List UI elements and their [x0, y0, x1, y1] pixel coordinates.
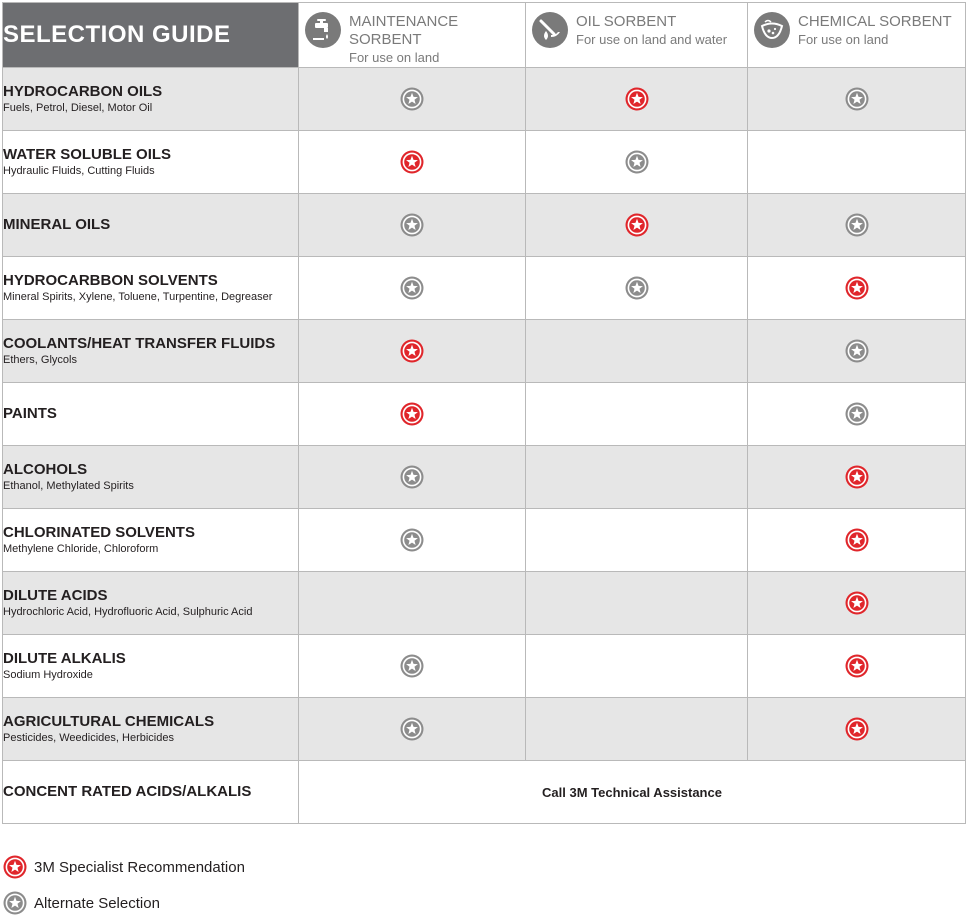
table-row: [3, 257, 966, 320]
oil-drop-icon: [532, 12, 568, 48]
substance-cell: [3, 257, 299, 320]
substance-name: CONCENT RATED ACIDS/ALKALIS: [3, 783, 252, 800]
rating-cell: [299, 320, 526, 383]
substance-cell: [3, 509, 299, 572]
substance-cell: [3, 320, 299, 383]
star-badge-gray-icon: [400, 528, 424, 552]
rating-cell: [526, 446, 748, 509]
table-row: [3, 446, 966, 509]
table-row: [3, 68, 966, 131]
substance-examples: Fuels, Petrol, Diesel, Motor Oil: [3, 101, 153, 114]
rating-cell: [299, 509, 526, 572]
legend-recommended: [3, 855, 245, 879]
rating-cell: [526, 257, 748, 320]
product-oil-sorbent: [526, 3, 748, 68]
product-subtitle: For use on land and water: [576, 32, 728, 47]
substance-name: CHLORINATED SOLVENTS: [3, 523, 195, 541]
rating-cell: [748, 131, 966, 194]
substance-name: MINERAL OILS: [3, 216, 111, 233]
star-badge-gray-icon: [400, 654, 424, 678]
substance-examples: Ethanol, Methylated Spirits: [3, 479, 134, 492]
star-badge-gray-icon: [400, 213, 424, 237]
product-chemical-sorbent: [748, 3, 966, 68]
substance-examples: Methylene Chloride, Chloroform: [3, 542, 159, 555]
product-title: CHEMICAL SORBENT: [798, 13, 952, 30]
star-badge-gray-icon: [845, 213, 869, 237]
star-badge-red-icon: [845, 465, 869, 489]
substance-examples: Pesticides, Weedicides, Herbicides: [3, 731, 174, 744]
rating-cell: [748, 446, 966, 509]
substance-cell: [3, 194, 299, 257]
rating-cell: [299, 572, 526, 635]
rating-cell: [748, 320, 966, 383]
product-maintenance-sorbent: [299, 3, 526, 68]
legend-alternate: [3, 891, 160, 915]
star-badge-gray-icon: [625, 150, 649, 174]
table-row: [3, 761, 966, 824]
substance-name: HYDROCARBBON SOLVENTS: [3, 271, 218, 289]
substance-cell: [3, 68, 299, 131]
rating-cell: [526, 131, 748, 194]
substance-name: HYDROCARBON OILS: [3, 82, 163, 100]
table-row: [3, 572, 966, 635]
substance-cell: [3, 383, 299, 446]
rating-cell: [748, 509, 966, 572]
substance-name: AGRICULTURAL CHEMICALS: [3, 712, 215, 730]
substance-name: PAINTS: [3, 405, 57, 422]
rating-cell: [748, 635, 966, 698]
star-badge-gray-icon: [400, 465, 424, 489]
legend-recommended-label: 3M Specialist Recommendation: [34, 858, 245, 876]
rating-cell: [299, 257, 526, 320]
star-badge-red-icon: [845, 276, 869, 300]
header-row: [3, 3, 966, 68]
table-row: [3, 509, 966, 572]
guide-title: SELECTION GUIDE: [3, 3, 299, 68]
substance-examples: Ethers, Glycols: [3, 353, 77, 366]
rating-cell: [299, 635, 526, 698]
star-badge-gray-icon: [400, 276, 424, 300]
rating-cell: [748, 383, 966, 446]
substance-cell: [3, 131, 299, 194]
rating-cell: [299, 383, 526, 446]
star-badge-gray-icon: [845, 339, 869, 363]
legend-alternate-label: Alternate Selection: [34, 894, 160, 912]
substance-examples: Mineral Spirits, Xylene, Toluene, Turpentine, Degreaser: [3, 290, 273, 303]
substance-examples: Sodium Hydroxide: [3, 668, 93, 681]
rating-cell: [526, 698, 748, 761]
rating-cell: [526, 509, 748, 572]
rating-cell: [526, 320, 748, 383]
star-badge-gray-icon: [3, 891, 27, 915]
star-badge-red-icon: [400, 339, 424, 363]
rating-cell: [299, 446, 526, 509]
rating-cell: [748, 257, 966, 320]
selection-guide-table: [2, 2, 966, 824]
rating-cell: [526, 635, 748, 698]
star-badge-red-icon: [625, 87, 649, 111]
star-badge-red-icon: [400, 402, 424, 426]
substance-cell: [3, 572, 299, 635]
table-row: [3, 383, 966, 446]
rating-cell: [299, 698, 526, 761]
table-row: [3, 635, 966, 698]
substance-name: ALCOHOLS: [3, 460, 88, 478]
table-row: [3, 131, 966, 194]
faucet-icon: [305, 12, 341, 48]
substance-examples: Hydraulic Fluids, Cutting Fluids: [3, 164, 155, 177]
star-badge-red-icon: [845, 528, 869, 552]
star-badge-gray-icon: [845, 87, 869, 111]
substance-cell: [3, 698, 299, 761]
chemical-flask-icon: [754, 12, 790, 48]
rating-cell: [526, 383, 748, 446]
product-title: MAINTENANCE SORBENT: [349, 13, 459, 48]
product-subtitle: For use on land: [798, 32, 889, 47]
rating-cell: [748, 572, 966, 635]
substance-cell: [3, 635, 299, 698]
rating-cell: [526, 194, 748, 257]
product-subtitle: For use on land: [349, 50, 440, 65]
star-badge-red-icon: [400, 150, 424, 174]
substance-cell: [3, 446, 299, 509]
star-badge-red-icon: [845, 591, 869, 615]
star-badge-red-icon: [3, 855, 27, 879]
product-title: OIL SORBENT: [576, 13, 677, 30]
substance-name: DILUTE ALKALIS: [3, 649, 126, 667]
star-badge-red-icon: [845, 654, 869, 678]
technical-assistance-note: Call 3M Technical Assistance: [299, 761, 966, 824]
rating-cell: [299, 131, 526, 194]
substance-name: DILUTE ACIDS: [3, 586, 108, 604]
substance-examples: Hydrochloric Acid, Hydrofluoric Acid, Sulphuric Acid: [3, 605, 253, 618]
star-badge-gray-icon: [400, 717, 424, 741]
table-row: [3, 698, 966, 761]
star-badge-gray-icon: [625, 276, 649, 300]
rating-cell: [299, 194, 526, 257]
star-badge-red-icon: [625, 213, 649, 237]
table-row: [3, 194, 966, 257]
rating-cell: [526, 68, 748, 131]
star-badge-gray-icon: [400, 87, 424, 111]
substance-name: WATER SOLUBLE OILS: [3, 145, 172, 163]
star-badge-red-icon: [845, 717, 869, 741]
rating-cell: [299, 68, 526, 131]
table-row: [3, 320, 966, 383]
star-badge-gray-icon: [845, 402, 869, 426]
rating-cell: [748, 68, 966, 131]
substance-cell: [3, 761, 299, 824]
rating-cell: [748, 698, 966, 761]
rating-cell: [748, 194, 966, 257]
substance-name: COOLANTS/HEAT TRANSFER FLUIDS: [3, 334, 276, 352]
rating-cell: [526, 572, 748, 635]
